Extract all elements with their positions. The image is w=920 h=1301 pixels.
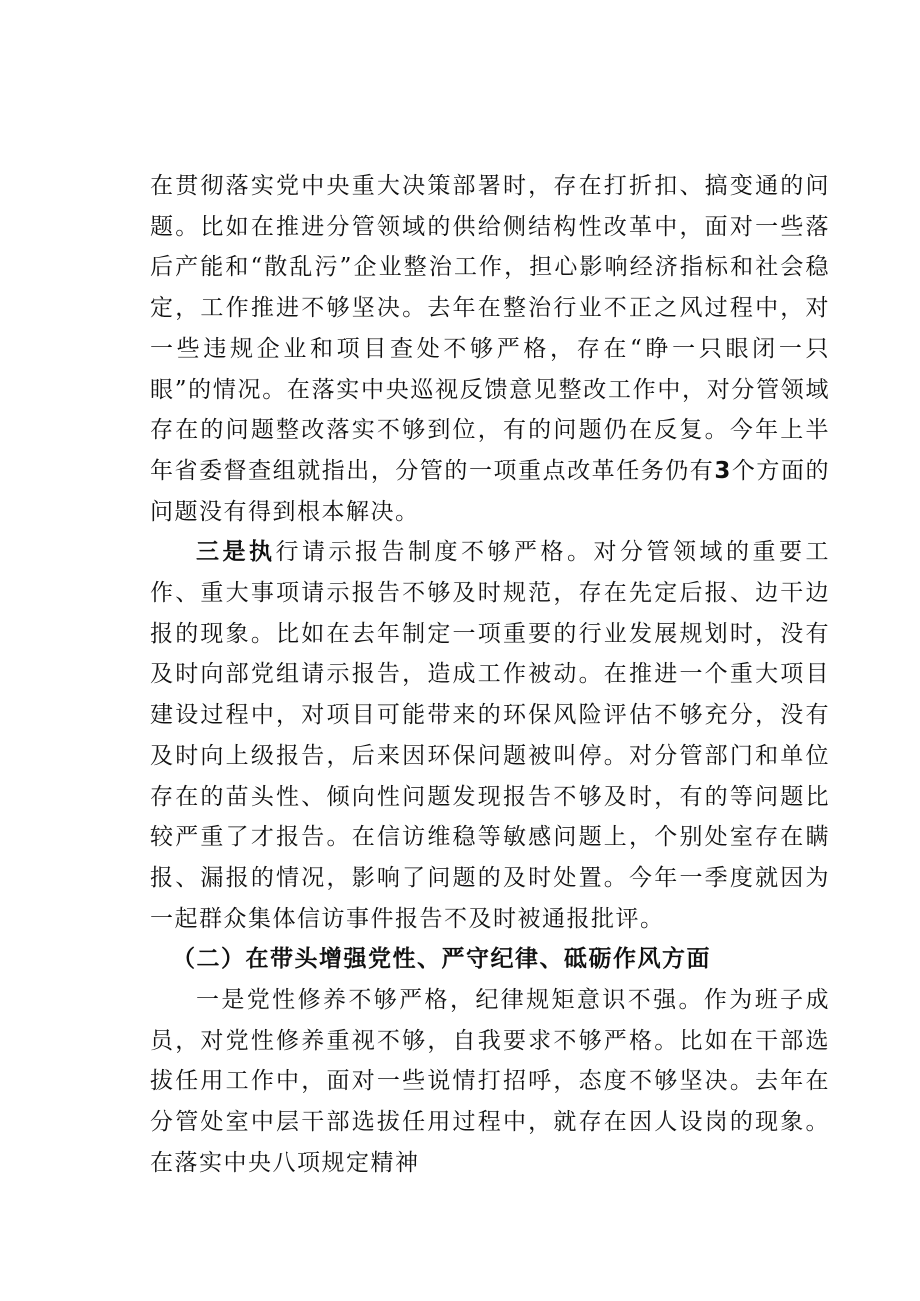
paragraph-1-number: 3	[714, 457, 732, 484]
paragraph-1	[150, 166, 830, 532]
paragraph-2	[150, 532, 830, 939]
paragraph-2-body: 行请示报告制度不够严格。对分管领域的重要工作、重大事项请示报告不够及时规范，存在先定后报、边干边报的现象。比如在去年制定一项重要的行业发展规划时，没有及时向部党组请示报告，造成工作被动。在推进一个重大项目建设过程中，对项目可能带来的环保风险评估不够充分，没有及时向上级报告，后来因环保问题被叫停。对分管部门和单位存在的苗头性、倾向性问题发现报告不够及时，有的等问题比较严重了才报告。在信访维稳等敏感问题上，个别处室存在瞒报、漏报的情况，影响了问题的及时处置。今年一季度就因为一起群众集体信访事件报告不及时被通报批评。	[150, 539, 830, 932]
paragraph-1-text: 在贯彻落实党中央重大决策部署时，存在打折扣、搞变通的问题。比如在推进分管领域的供给侧结构性改革中，面对一些落后产能和“散乱污”企业整治工作，担心影响经济指标和社会稳定，工作推进不够坚决。去年在整治行业不正之风过程中，对一些违规企业和项目查处不够严格，存在“睁一只眼闭一只眼”的情况。在落实中央巡视反馈意见整改工作中，对分管领域存在的问题整改落实不够到位，有的问题仍在反复。今年上半年省委督查组就指出，分管的一项重点改革任务仍有	[150, 173, 830, 484]
section-heading: （二）在带头增强党性、严守纪律、砥砺作风方面	[172, 945, 711, 973]
paragraph-3: 一是党性修养不够严格，纪律规矩意识不强。作为班子成员，对党性修养重视不够，自我要求不够严格。比如在干部选拔任用工作中，面对一些说情打招呼，态度不够坚决。去年在分管处室中层干部选拔任用过程中，就存在因人设岗的现象。在落实中央八项规定精神	[150, 987, 830, 1176]
paragraph-2-lead: 三是执	[196, 538, 276, 566]
document-body	[150, 166, 830, 1184]
paragraph-1-tail: 个方面的问题没有得到根本解决。	[150, 457, 831, 525]
